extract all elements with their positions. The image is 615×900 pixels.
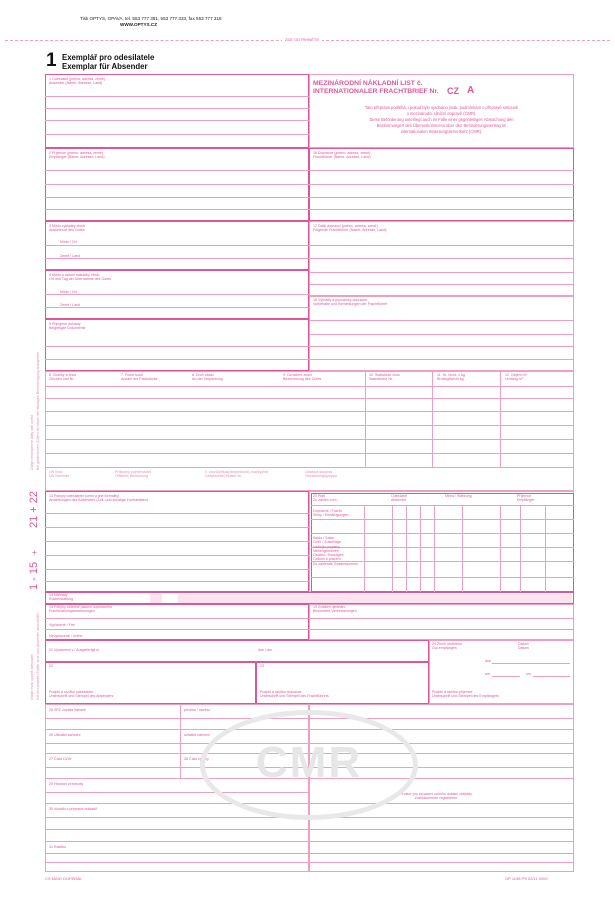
goods-col-12: 12 Objem m³ Umfang m³ bbox=[505, 373, 527, 382]
field-16-label: 16 Dopravce (jméno, adresa, země) Frachtführer (Name, Adresse, Land) bbox=[313, 151, 371, 160]
title-cz: MEZINÁRODNÍ NÁKLADNÍ LIST č. bbox=[313, 80, 423, 87]
field-21-date: dne / am bbox=[258, 648, 272, 652]
footer-left: CS MAIO DOFINMA bbox=[45, 876, 82, 881]
field-13-label: 13 Pokyny odesílatele (celní a jiné formality) Anweisungen des Absenders (Zoll- und sonstige Formalitäten) bbox=[49, 494, 149, 503]
goods-col-8: 8 Druh obalu Art der Verpackung bbox=[192, 373, 223, 382]
goods-col-7: 7 Počet kusů Anzahl der Packstücke bbox=[121, 373, 158, 382]
cmr-notice: Tato přeprava podléhá, i pokud bylo ujednáno jinak, podmínkám o přepravě smlouvě o mezinárodní silniční dopravě (CMR). Diese Beförderung unterliegt auch im Falle einer gegenteiligen Abmachung den Bestimmungen des Übereinkommens über den Beförderungsvertrag im internationalen Strassengüterverkehr (CMR). bbox=[364, 105, 519, 134]
field-22-sign: Podpis a razítko odesílatele Unterschrift und Stempel des Absenders bbox=[49, 690, 114, 699]
payment-rows-a: Dopravné / Fracht Slevy / Ermäßigungen bbox=[313, 509, 349, 518]
field-25b-label: přívěsu / návěsu bbox=[184, 708, 211, 712]
field-30-label: 30 Vozidlo k přepravě dokladů bbox=[49, 807, 98, 811]
field-28-label: 28 Číslo zprávy bbox=[184, 757, 209, 761]
field-23-num: 23 bbox=[260, 664, 264, 668]
goods-col-10: 10 Statistické číslo Statistische Nr. bbox=[369, 373, 400, 382]
field-3-country: Země / Land bbox=[60, 254, 81, 258]
title-series: A bbox=[467, 85, 475, 96]
margin-sender-1: Údaje musí vyplnit odesílatel bbox=[30, 654, 34, 700]
field-3-place: Místo / Ort bbox=[60, 240, 77, 244]
margin-plus: + bbox=[30, 550, 39, 555]
field-19-label: 19 Zvláštní ujednání Besondere Vereinbarungen bbox=[313, 605, 357, 614]
field-15-free: Vyplaceně / Frei bbox=[49, 623, 75, 627]
field-4-label: 4 Místo a datum nakládky zboží Ort und Tag der Übernahme des Gutes bbox=[49, 273, 112, 282]
margin-dangerous-2: Bei gefährlichen Gütern ist neben der etwaigen Bescheinigung anzugeben: bbox=[36, 350, 40, 470]
footer-right: OP 1198 PS 02/11 0/0/0 bbox=[505, 876, 548, 881]
danger-group: Obalová skupina Verpackungsgruppe bbox=[305, 470, 337, 479]
copy-number: 1 bbox=[46, 50, 57, 71]
field-18-label: 18 Výhrady a poznámky dopravce Vorbehalte und Bemerkungen der Frachtführer bbox=[313, 298, 388, 307]
danger-label: č. vzorů/příkaz(bezpečnost) značky(list) Gefahrzettel Muster Nr. bbox=[205, 470, 269, 479]
field-14-shade-2 bbox=[178, 594, 572, 603]
payment-col-consignee: Příjemce Empfänger bbox=[517, 494, 535, 503]
field-26-label: 26 Uživatel zařízení bbox=[49, 733, 81, 737]
printer-website: WWW.OPTYS.CZ bbox=[120, 22, 158, 27]
field-21-established[interactable] bbox=[45, 640, 429, 662]
copy-title-cz: Exemplář pro odesilatele bbox=[62, 53, 155, 62]
goods-col-6: 6 Značky a čísla Zeichen und Nr. bbox=[49, 373, 76, 382]
field-24-day: dne bbox=[485, 659, 491, 663]
field-2-label: 2 Příjemce (jméno, adresa, země) Empfänger (Name, Adresse, Land) bbox=[49, 151, 105, 160]
field-24-date: Datum Datum bbox=[518, 642, 529, 651]
field-31-label: 31 Razítko bbox=[49, 845, 67, 849]
printer-contact: Tisk OPTYS, OPAVA, tel. 553 777 381, 553 777 333, fax 553 777 318 bbox=[80, 16, 222, 21]
danger-name: Příslušný pojmenování Offizielle Benennung bbox=[115, 470, 152, 479]
title-de: INTERNATIONALER FRACHTBRIEF Nr. bbox=[313, 88, 439, 95]
field-21-label: 21 Vystaveno v / Ausgefertigt in bbox=[49, 648, 100, 652]
field-25-label: 25 SPZ vozidla /tahače bbox=[49, 708, 86, 712]
field-23-sign: Podpis a razítko dopravce Unterschrift und Stempel des Frachtführers bbox=[260, 690, 329, 699]
payment-rows-b: Saldo / Saldo Celní / Zuschläge Vedlejší poplatky Nebengebühren Ostatní / Sonstiges Celkem k placení Zu zahlende Gesamtsumme bbox=[313, 536, 359, 566]
field-24-am: am bbox=[485, 672, 490, 676]
field-24-at: um bbox=[526, 672, 531, 676]
copy-title-de: Exemplar für Absender bbox=[62, 62, 148, 71]
field-24-sign: Podpis a razítko příjemce Unterschrift und Stempel des Empfängers bbox=[432, 690, 499, 699]
margin-sender-2: Die umrandeten Felder sind vom Absender auszufüllen bbox=[36, 612, 40, 700]
field-3-label: 3 Místo vykládky zboží Auslieferort des Gutes bbox=[49, 224, 86, 233]
goods-col-9: 9 Označení zboží Bezeichnung des Gutes bbox=[283, 373, 322, 382]
field-15-label: 15 Pokyny ohledně placení dopravného Frachtzahlungsanweisungen bbox=[49, 605, 113, 614]
field-29-label: 29 Hranicní přechody bbox=[49, 782, 84, 786]
margin-fields-1-15: 1 - 15 bbox=[28, 561, 40, 590]
payment-col-currency: Měna / Währung bbox=[445, 494, 472, 498]
field-27-label: 27 Číslo DZW bbox=[49, 757, 72, 761]
margin-dangerous-1: Údaje nebezpečné látky zde uvést bbox=[30, 415, 34, 470]
field-22-num: 22 bbox=[49, 664, 53, 668]
tear-off-label: ZDE ODTRHNĚTE bbox=[282, 37, 322, 42]
field-1-label: 1 Odesílatel (jméno, adresa, země) Absender (Name, Adresse, Land) bbox=[49, 77, 106, 86]
field-14-shade bbox=[150, 594, 162, 603]
field-26b-label: uživatel zařízení bbox=[184, 733, 210, 737]
stamp-note: Prostor pro označení celního doklad, doklady Zolldokumente registrieren bbox=[400, 792, 472, 801]
field-14-label: 14 Náhrady Rückerstattung bbox=[49, 593, 74, 602]
field-17-label: 17 Další dopravci (jméno, adresa, země) Folgende Frachtführer (Name, Adresse, Land) bbox=[313, 224, 387, 233]
title-cz-code: CZ bbox=[447, 85, 459, 96]
goods-col-11: 11 Hr. hmot. v kg Bruttogewicht kg bbox=[437, 373, 465, 382]
payment-title: 20 Platí Zu zahlen vom bbox=[313, 494, 337, 503]
margin-fields-21-22: 21 + 22 bbox=[28, 490, 40, 528]
payment-col-sender: Odesílatel Absender bbox=[391, 494, 408, 503]
danger-un: UN číslo UN Nummer bbox=[49, 470, 69, 479]
field-4-place: Místo / Ort bbox=[60, 290, 77, 294]
field-15-unpaid: Nevyplaceně / Unfrei bbox=[49, 634, 83, 638]
cmr-watermark-text: CMR bbox=[255, 738, 363, 787]
field-5-label: 5 Připojené doklady Beigefügte Dokumente bbox=[49, 322, 86, 331]
field-24-label: 24 Zboží obdrženo Gut empfangen bbox=[432, 642, 462, 651]
field-4-country: Země / Land bbox=[60, 303, 81, 307]
